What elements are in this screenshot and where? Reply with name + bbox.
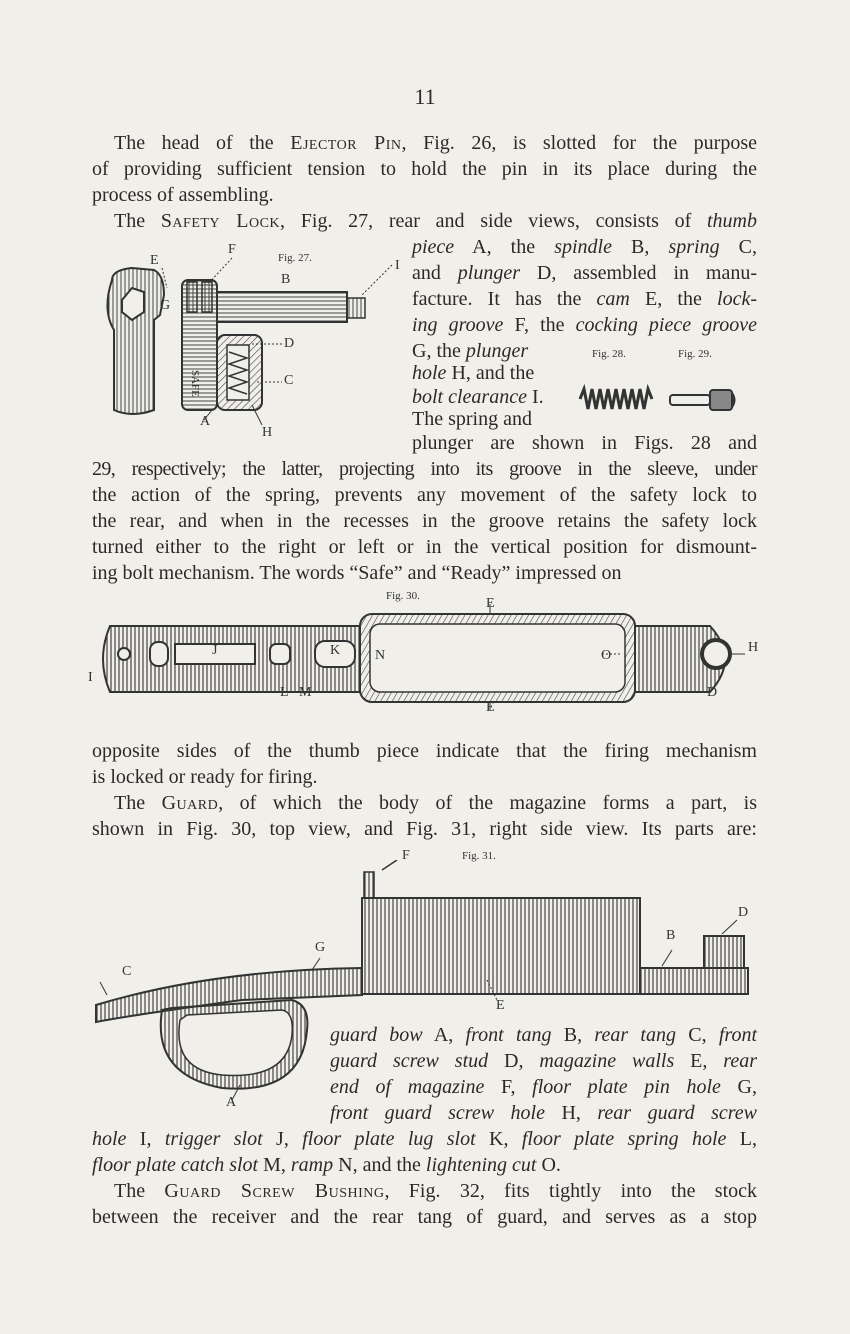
fig27-label-H: H (262, 425, 273, 440)
para2-line7: hole H, and the (412, 362, 535, 384)
para3-line1: opposite sides of the thumb piece indicate that the firing mechanism (92, 740, 757, 762)
para2-line8: bolt clearance I. (412, 386, 544, 408)
fig29-caption: Fig. 29. (678, 348, 712, 360)
parts-line4: front guard screw hole H, rear guard screw (330, 1102, 758, 1124)
para2-line14: turned either to the right or left or in the vertical position for dismount- (92, 536, 757, 558)
fig27-label-B: B (281, 272, 291, 287)
fig27-label-C: C (284, 373, 294, 388)
fig30-label-K: K (330, 643, 341, 658)
fig31-label-D: D (738, 905, 749, 920)
para2-line15: ing bolt mechanism. The words “Safe” and “Ready” impressed on (92, 562, 622, 584)
fig30-label-D: D (707, 685, 718, 700)
fig29-plunger-illustration (668, 386, 740, 414)
para1-line2: of providing sufficient tension to hold the pin in its place during the (92, 158, 757, 180)
fig31-caption: Fig. 31. (462, 850, 496, 862)
para2-line12: the action of the spring, prevents any movement of the safety lock to (92, 484, 757, 506)
fig31-label-E: E (496, 998, 505, 1013)
fig27-safety-lock-illustration (92, 240, 412, 450)
para2-line9: The spring and (412, 408, 532, 430)
fig30-label-O: O (601, 648, 612, 663)
fig31-label-C: C (122, 964, 132, 979)
para1-line3: process of assembling. (92, 184, 274, 206)
fig27-label-D: D (284, 336, 295, 351)
fig28-spring-illustration (576, 384, 656, 414)
fig30-label-E-bottom: E (486, 700, 495, 715)
para2-line3: and plunger D, assembled in manu- (412, 262, 757, 284)
parts-line5: hole I, trigger slot J, floor plate lug slot K, floor plate spring hole L, (92, 1128, 757, 1150)
fig27-caption: Fig. 27. (278, 252, 312, 264)
para2-line11: 29, respectively; the latter, projecting into its groove in the sleeve, under (92, 458, 757, 480)
parts-line6: floor plate catch slot M, ramp N, and the lightening cut O. (92, 1154, 561, 1176)
para5-line1: The Guard Screw Bushing, Fig. 32, fits tightly into the stock (114, 1180, 757, 1202)
parts-line1: guard bow A, front tang B, rear tang C, front (330, 1024, 757, 1046)
fig30-label-I: I (88, 670, 93, 685)
para4-line1: The Guard, of which the body of the magazine forms a part, is (114, 792, 757, 814)
fig27-label-G: G (160, 298, 171, 313)
para2-line4: facture. It has the cam E, the lock- (412, 288, 757, 310)
para5-line2: between the receiver and the rear tang of guard, and serves as a stop (92, 1206, 757, 1228)
fig31-label-A: A (226, 1095, 237, 1110)
fig27-plate-text: SAFE (189, 370, 201, 397)
para1-line1: The head of the Ejector Pin, Fig. 26, is slotted for the purpose (114, 132, 757, 154)
para4-line2: shown in Fig. 30, top view, and Fig. 31, right side view. Its parts are: (92, 818, 757, 840)
fig27-label-I: I (395, 258, 400, 273)
fig27-label-E: E (150, 253, 159, 268)
fig30-label-N: N (375, 648, 386, 663)
fig30-label-L: L (280, 685, 289, 700)
para2-line5: ing groove F, the cocking piece groove (412, 314, 757, 336)
para2-line2: piece A, the spindle B, spring C, (412, 236, 758, 258)
fig30-label-M: M (299, 685, 312, 700)
fig31-label-G: G (315, 940, 326, 955)
parts-line3: end of magazine F, floor plate pin hole G, (330, 1076, 757, 1098)
para2-line13: the rear, and when in the recesses in the groove retains the safety lock (92, 510, 757, 532)
fig27-label-A: A (200, 414, 211, 429)
fig30-label-J: J (212, 643, 218, 658)
fig30-label-H: H (748, 640, 759, 655)
fig31-label-B: B (666, 928, 676, 943)
fig28-caption: Fig. 28. (592, 348, 626, 360)
fig31-label-F: F (402, 848, 410, 863)
para3-line2: is locked or ready for firing. (92, 766, 318, 788)
parts-line2: guard screw stud D, magazine walls E, rear (330, 1050, 757, 1072)
para2-line1: The Safety Lock, Fig. 27, rear and side views, consists of thumb (114, 210, 757, 232)
para2-line10: plunger are shown in Figs. 28 and (412, 432, 757, 454)
fig27-label-F: F (228, 242, 236, 257)
fig30-guard-top-view-illustration (90, 604, 760, 714)
para2-line6: G, the plunger (412, 340, 529, 362)
fig30-caption: Fig. 30. (386, 590, 420, 602)
page-number: 11 (414, 84, 436, 109)
fig30-label-E-top: E (486, 596, 495, 611)
